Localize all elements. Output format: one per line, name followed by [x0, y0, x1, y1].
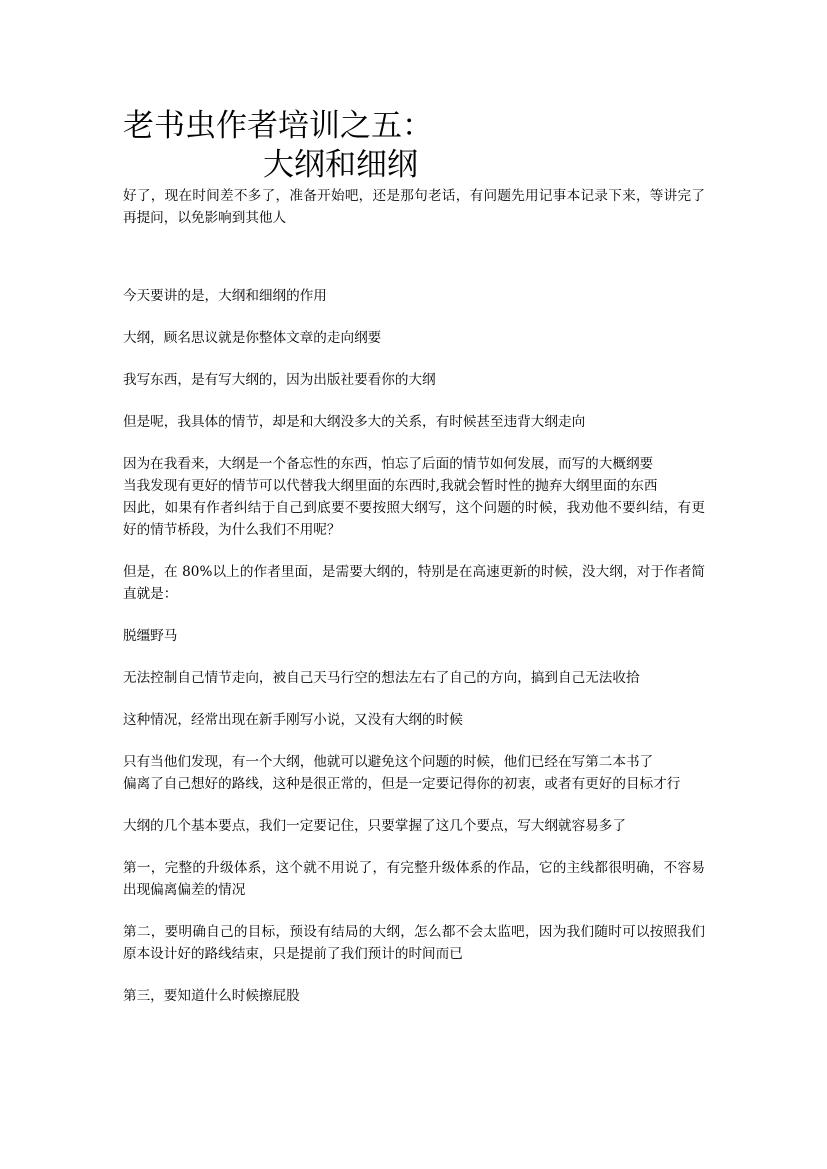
paragraph: 好了，现在时间差不多了，准备开始吧，还是那句老话，有问题先用记事本记录下来，等讲完了再提问，以免影响到其他人: [123, 188, 705, 226]
document-title-line1: 老书虫作者培训之五：: [123, 108, 433, 144]
paragraph: 第一，完整的升级体系，这个就不用说了，有完整升级体系的作品，它的主线都很明确，不容易出现偏离偏差的情况: [123, 860, 705, 898]
paragraph: 无法控制自己情节走向，被自己天马行空的想法左右了自己的方向，搞到自己无法收拾: [123, 670, 640, 686]
document-body: [123, 185, 705, 1007]
paragraph: 第三，要知道什么时候擦屁股: [123, 988, 300, 1004]
paragraph: 脱缰野马: [123, 628, 178, 644]
paragraph: 偏离了自己想好的路线，这种是很正常的，但是一定要记得你的初衷，或者有更好的目标才行: [123, 776, 681, 792]
document-title-line2: 大纲和细纲: [263, 147, 418, 183]
paragraph: 大纲，顾名思议就是你整体文章的走向纲要: [123, 330, 382, 346]
paragraph: 只有当他们发现，有一个大纲，他就可以避免这个问题的时候，他们已经在写第二本书了: [123, 754, 654, 770]
paragraph: 但是呢，我具体的情节，却是和大纲没多大的关系，有时候甚至违背大纲走向: [123, 414, 586, 430]
paragraph: 但是，在 80%以上的作者里面，是需要大纲的，特别是在高速更新的时候，没大纲，对于作者简直就是：: [123, 564, 705, 602]
paragraph: 今天要讲的是，大纲和细纲的作用: [123, 288, 327, 304]
paragraph: 我写东西，是有写大纲的，因为出版社要看你的大纲: [123, 372, 436, 388]
paragraph: 当我发现有更好的情节可以代替我大纲里面的东西时,我就会暂时性的抛弃大纲里面的东西: [123, 478, 658, 494]
paragraph: 这种情况，经常出现在新手刚写小说，又没有大纲的时候: [123, 712, 463, 728]
paragraph: 大纲的几个基本要点，我们一定要记住，只要掌握了这几个要点，写大纲就容易多了: [123, 818, 626, 834]
paragraph: 第二，要明确自己的目标，预设有结局的大纲，怎么都不会太监吧，因为我们随时可以按照我们原本设计好的路线结束，只是提前了我们预计的时间而已: [123, 924, 705, 962]
paragraph: 因此，如果有作者纠结于自己到底要不要按照大纲写，这个问题的时候，我劝他不要纠结，有更好的情节桥段，为什么我们不用呢？: [123, 500, 705, 538]
paragraph: 因为在我看来，大纲是一个备忘性的东西，怕忘了后面的情节如何发展，而写的大概纲要: [123, 456, 654, 472]
